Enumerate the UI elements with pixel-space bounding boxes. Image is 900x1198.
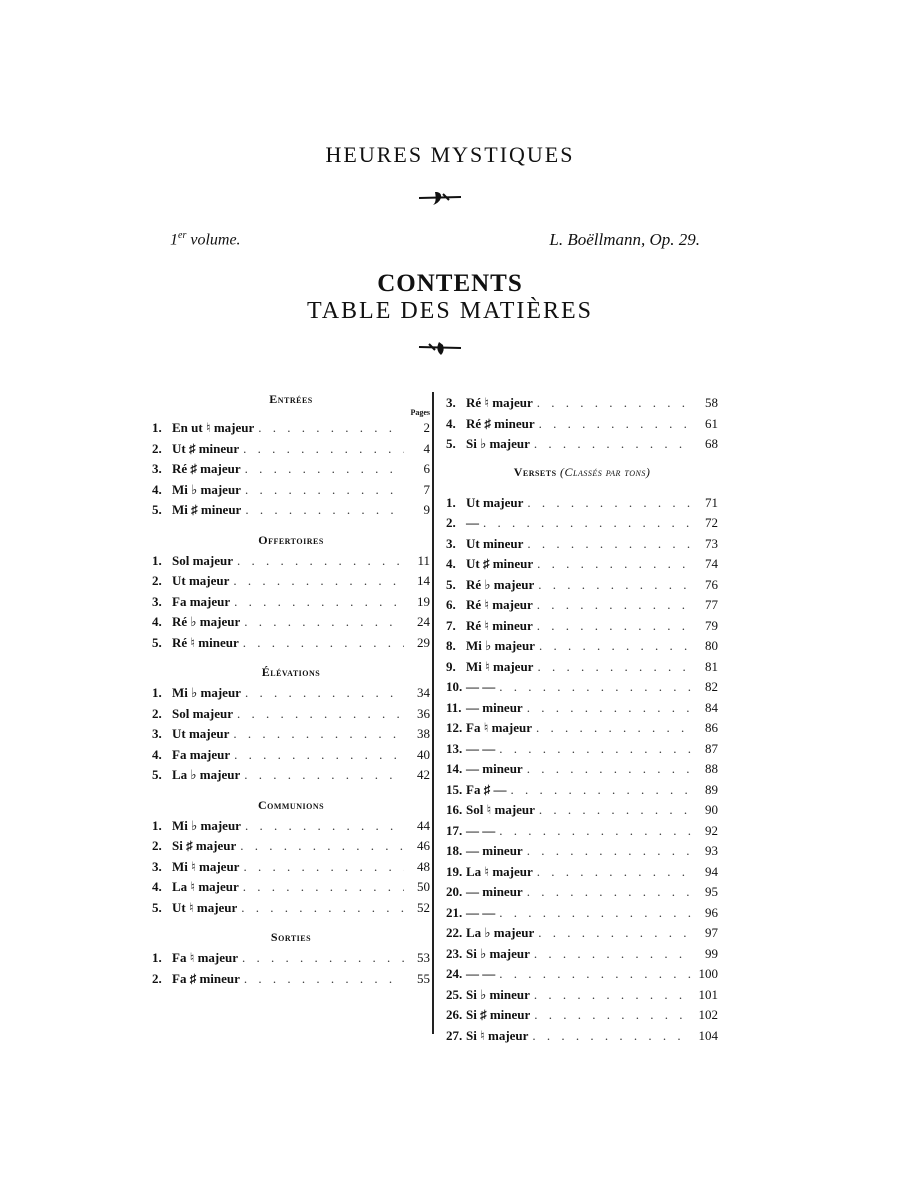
entry-number: 5. <box>152 899 162 915</box>
entry-number: 7. <box>446 617 456 633</box>
dot-leader <box>240 838 404 854</box>
entry-number: 1. <box>152 552 162 568</box>
contents-entry <box>446 659 718 680</box>
entry-page: 80 <box>705 638 718 653</box>
dot-leader <box>532 1028 692 1044</box>
entry-number: 4. <box>446 415 456 431</box>
entry-page: 104 <box>698 1027 718 1043</box>
dot-leader <box>233 726 404 742</box>
contents-entry <box>152 747 430 768</box>
dot-leader <box>537 618 692 634</box>
contents-entry <box>152 573 430 594</box>
dot-leader <box>499 966 692 982</box>
entry-title: Mi ♮ majeur <box>466 658 534 674</box>
entry-title: — mineur <box>466 884 523 899</box>
dot-leader <box>527 495 692 511</box>
entry-page: 11 <box>417 552 430 568</box>
dot-leader <box>499 741 692 757</box>
entry-title: Sol majeur <box>172 552 234 568</box>
entry-title: Si ♭ majeur <box>466 945 530 961</box>
entry-page: 79 <box>705 617 718 633</box>
entry-number: 4. <box>152 879 162 894</box>
dot-leader <box>527 884 692 900</box>
versets-title: Versets <box>513 464 557 479</box>
entry-number: 14. <box>446 761 463 776</box>
contents-heading-fr: TABLE DES MATIÈRES <box>306 298 594 324</box>
dot-leader <box>244 767 404 783</box>
dot-leader <box>241 900 404 916</box>
entry-page: 77 <box>705 597 718 612</box>
contents-entry <box>152 838 430 859</box>
entry-title: Sol ♮ majeur <box>466 802 535 817</box>
entry-title: Ré ♮ majeur <box>466 395 533 410</box>
dot-leader <box>534 1007 692 1023</box>
dot-leader <box>245 818 404 834</box>
entry-number: 6. <box>446 597 456 612</box>
entry-number: 15. <box>446 781 463 797</box>
dot-leader <box>537 864 692 880</box>
contents-entry <box>446 700 718 721</box>
entry-title: Ré ♭ majeur <box>466 576 535 592</box>
pages-column-header: Pages <box>410 408 430 417</box>
dot-leader <box>483 515 692 531</box>
entry-page: 48 <box>417 858 430 874</box>
entry-number: 18. <box>446 843 463 858</box>
entry-page: 86 <box>705 720 718 735</box>
contents-entry <box>446 823 718 844</box>
contents-entry <box>152 502 430 523</box>
entry-number: 2. <box>152 573 162 588</box>
contents-entry <box>446 395 718 416</box>
contents-entry <box>152 441 430 462</box>
entry-title: Ut mineur <box>466 535 524 551</box>
dot-leader <box>245 502 404 518</box>
entry-number: 3. <box>152 726 162 741</box>
dot-leader <box>537 395 692 411</box>
dot-leader <box>537 659 692 675</box>
entry-page: 61 <box>705 415 718 431</box>
entry-title: Sol majeur <box>172 705 234 721</box>
entry-title: Mi ♭ majeur <box>172 817 241 833</box>
dot-leader <box>233 573 404 589</box>
entry-page: 55 <box>417 970 430 986</box>
dot-leader <box>245 461 404 477</box>
dot-leader <box>537 556 692 572</box>
entry-page: 36 <box>417 705 430 721</box>
section-heading <box>446 465 718 495</box>
entry-title: Fa majeur <box>172 746 231 762</box>
entry-number: 1. <box>152 420 162 435</box>
entry-title: Mi ♯ mineur <box>172 502 242 517</box>
contents-entry <box>152 594 430 615</box>
entry-number: 3. <box>152 858 162 874</box>
entry-number: 4. <box>152 614 162 629</box>
contents-entry <box>152 635 430 656</box>
dot-leader <box>539 802 692 818</box>
dot-leader <box>243 859 404 875</box>
contents-entry <box>446 884 718 905</box>
entry-page: 89 <box>705 781 718 797</box>
dot-leader <box>534 436 692 452</box>
entry-page: 84 <box>705 699 718 715</box>
dot-leader <box>258 420 404 436</box>
entry-title: Fa ♯ — <box>466 781 507 797</box>
dot-leader <box>510 782 692 798</box>
dot-leader <box>538 577 692 593</box>
contents-entry <box>446 597 718 618</box>
contents-entry <box>152 614 430 635</box>
entry-number: 9. <box>446 658 456 674</box>
entry-number: 5. <box>152 767 162 782</box>
ornament-icon <box>415 338 465 358</box>
entry-title: Si ♯ majeur <box>172 838 237 853</box>
contents-entry <box>446 536 718 557</box>
entry-title: Ut ♯ mineur <box>466 556 534 571</box>
contents-entry <box>446 618 718 639</box>
entry-number: 4. <box>152 481 162 497</box>
entry-page: 82 <box>705 679 718 694</box>
contents-entry <box>446 946 718 967</box>
entry-number: 4. <box>446 556 456 571</box>
entry-title: — — <box>466 966 496 981</box>
dot-leader <box>244 614 404 630</box>
contents-entry <box>152 685 430 706</box>
contents-entry <box>446 987 718 1008</box>
contents-entry <box>446 436 718 457</box>
dot-leader <box>499 823 692 839</box>
entry-page: 38 <box>417 726 430 741</box>
entry-page: 4 <box>423 440 430 456</box>
contents-entry <box>446 1028 718 1049</box>
contents-entry <box>446 782 718 803</box>
section-heading: Sorties <box>270 930 312 944</box>
entry-page: 72 <box>705 515 718 530</box>
contents-entry <box>446 577 718 598</box>
composer-opus: L. Boëllmann, Op. 29. <box>549 230 700 249</box>
dot-leader <box>243 635 404 651</box>
entry-title: — <box>466 515 479 530</box>
entry-title: La ♮ majeur <box>466 863 533 879</box>
right-column <box>446 395 718 1048</box>
contents-entry <box>446 741 718 762</box>
entry-page: 46 <box>417 838 430 853</box>
entry-page: 81 <box>705 658 718 674</box>
entry-title: — — <box>466 679 496 694</box>
entry-page: 94 <box>705 863 718 879</box>
contents-entry <box>446 925 718 946</box>
entry-number: 2. <box>152 838 162 853</box>
entry-page: 9 <box>423 502 430 517</box>
entry-number: 8. <box>446 638 456 653</box>
entry-title: — — <box>466 822 496 838</box>
entry-number: 19. <box>446 863 463 879</box>
entry-number: 5. <box>446 436 456 451</box>
column-divider <box>432 392 434 1034</box>
entry-number: 4. <box>152 746 162 762</box>
contents-entry <box>152 818 430 839</box>
dot-leader <box>234 594 404 610</box>
contents-entry <box>152 859 430 880</box>
entry-page: 92 <box>705 822 718 838</box>
volume-label: 1er volume. <box>170 230 241 249</box>
entry-number: 3. <box>152 593 162 609</box>
entry-page: 87 <box>705 740 718 756</box>
entry-number: 22. <box>446 925 463 940</box>
entry-title: Ut majeur <box>466 494 524 510</box>
dot-leader <box>242 950 404 966</box>
entry-title: Ut majeur <box>172 726 230 741</box>
contents-entry <box>446 761 718 782</box>
contents-entry <box>446 720 718 741</box>
entry-page: 2 <box>423 420 430 435</box>
entry-page: 101 <box>698 986 718 1002</box>
section-heading: Entrées <box>269 392 313 406</box>
contents-entry <box>446 495 718 516</box>
entry-number: 2. <box>152 705 162 721</box>
contents-entry <box>152 900 430 921</box>
dot-leader <box>499 905 692 921</box>
entry-page: 95 <box>705 884 718 899</box>
entry-page: 58 <box>705 395 718 410</box>
entry-page: 24 <box>417 614 430 629</box>
entry-page: 97 <box>705 925 718 940</box>
entry-title: Si ♯ mineur <box>466 1007 531 1022</box>
versets-subtitle: (Classés par tons) <box>560 464 651 479</box>
entry-title: Mi ♮ majeur <box>172 858 240 874</box>
contents-entry <box>446 638 718 659</box>
dot-leader <box>245 482 404 498</box>
contents-entry <box>152 553 430 574</box>
entry-page: 50 <box>417 879 430 894</box>
entry-number: 12. <box>446 720 463 735</box>
dot-leader <box>527 761 692 777</box>
entry-title: Mi ♭ majeur <box>466 638 535 653</box>
entry-number: 2. <box>152 440 162 456</box>
dot-leader <box>527 843 692 859</box>
entry-title: Mi ♭ majeur <box>172 481 241 497</box>
entry-title: Si ♭ majeur <box>466 436 530 451</box>
entry-number: 13. <box>446 740 463 756</box>
entry-title: — — <box>466 740 496 756</box>
entry-number: 1. <box>152 685 162 700</box>
entry-number: 27. <box>446 1027 463 1043</box>
entry-number: 2. <box>152 970 162 986</box>
entry-number: 11. <box>446 699 462 715</box>
entry-number: 5. <box>152 634 162 650</box>
entry-title: Ut ♯ mineur <box>172 440 240 456</box>
dot-leader <box>534 987 692 1003</box>
entry-number: 26. <box>446 1007 463 1022</box>
entry-number: 3. <box>446 535 456 551</box>
page-title: HEURES MYSTIQUES <box>325 142 575 167</box>
entry-title: La ♮ majeur <box>172 879 239 894</box>
section-heading: Communions <box>257 797 325 812</box>
contents-entry <box>446 556 718 577</box>
entry-title: — — <box>466 904 496 920</box>
entry-title: Ré ♮ mineur <box>172 634 239 650</box>
entry-page: 76 <box>705 576 718 592</box>
entry-page: 88 <box>705 761 718 776</box>
entry-number: 2. <box>446 515 456 530</box>
dot-leader <box>539 638 692 654</box>
entry-page: 73 <box>705 535 718 551</box>
entry-number: 25. <box>446 986 463 1002</box>
entry-number: 3. <box>446 395 456 410</box>
dot-leader <box>537 597 692 613</box>
entry-title: En ut ♮ majeur <box>172 420 255 435</box>
entry-page: 40 <box>417 746 430 762</box>
dot-leader <box>539 416 692 432</box>
contents-entry <box>152 420 430 441</box>
entry-page: 74 <box>705 556 718 571</box>
section-heading: Offertoires <box>258 532 324 547</box>
entry-title: Mi ♭ majeur <box>172 685 241 700</box>
entry-title: Si ♭ mineur <box>466 986 530 1002</box>
entry-title: Ré ♯ majeur <box>172 461 241 476</box>
dot-leader <box>245 685 404 701</box>
entry-number: 21. <box>446 904 463 920</box>
dot-leader <box>527 536 692 552</box>
entry-number: 16. <box>446 802 463 817</box>
entry-title: Si ♮ majeur <box>466 1027 529 1043</box>
dot-leader <box>536 720 692 736</box>
entry-number: 24. <box>446 966 463 981</box>
entry-title: — mineur <box>466 699 523 715</box>
left-column <box>152 392 430 991</box>
entry-page: 90 <box>705 802 718 817</box>
entry-title: La ♭ majeur <box>172 767 241 782</box>
contents-entry <box>152 879 430 900</box>
contents-entry <box>152 950 430 971</box>
entry-number: 5. <box>446 576 456 592</box>
entry-title: Fa ♮ majeur <box>172 950 239 965</box>
entry-page: 6 <box>423 461 430 476</box>
entry-title: Ut ♮ majeur <box>172 899 238 915</box>
contents-entry <box>446 1007 718 1028</box>
entry-page: 102 <box>698 1007 718 1022</box>
entry-number: 5. <box>152 502 162 517</box>
entry-page: 68 <box>705 436 718 451</box>
dot-leader <box>534 946 692 962</box>
contents-entry <box>446 802 718 823</box>
dot-leader <box>527 700 692 716</box>
contents-entry <box>446 864 718 885</box>
entry-title: Ré ♮ mineur <box>466 617 533 633</box>
entry-page: 53 <box>417 950 430 965</box>
entry-number: 1. <box>152 950 162 965</box>
entry-number: 20. <box>446 884 463 899</box>
entry-number: 1. <box>152 817 162 833</box>
entry-title: Ré ♯ mineur <box>466 415 535 431</box>
ornament-icon <box>415 188 465 208</box>
entry-title: Ut majeur <box>172 573 230 588</box>
entry-title: — mineur <box>466 843 523 858</box>
dot-leader <box>538 925 692 941</box>
entry-number: 3. <box>152 461 162 476</box>
dot-leader <box>244 971 404 987</box>
contents-entry <box>152 482 430 503</box>
entry-page: 93 <box>705 843 718 858</box>
section-heading: Élévations <box>261 665 321 679</box>
entry-title: — mineur <box>466 761 523 776</box>
dot-leader <box>243 879 404 895</box>
contents-entry <box>446 966 718 987</box>
dot-leader <box>499 679 692 695</box>
entry-title: Fa ♯ mineur <box>172 970 240 986</box>
entry-page: 96 <box>705 904 718 920</box>
entry-page: 29 <box>417 634 430 650</box>
contents-entry <box>446 515 718 536</box>
entry-page: 7 <box>423 481 430 497</box>
contents-entry <box>446 905 718 926</box>
entry-page: 42 <box>417 767 430 782</box>
dot-leader <box>237 553 404 569</box>
dot-leader <box>243 441 404 457</box>
entry-page: 52 <box>417 899 430 915</box>
entry-page: 34 <box>417 685 430 700</box>
contents-entry <box>152 706 430 727</box>
entry-page: 100 <box>698 966 718 981</box>
contents-entry <box>446 679 718 700</box>
entry-title: Ré ♮ majeur <box>466 597 533 612</box>
entry-title: Fa ♮ majeur <box>466 720 533 735</box>
entry-number: 23. <box>446 945 463 961</box>
entry-page: 99 <box>705 945 718 961</box>
contents-entry <box>152 971 430 992</box>
entry-page: 19 <box>417 593 430 609</box>
dot-leader <box>237 706 404 722</box>
entry-number: 10. <box>446 679 463 694</box>
entry-page: 44 <box>417 817 430 833</box>
entry-title: La ♭ majeur <box>466 925 535 940</box>
entry-number: 1. <box>446 494 456 510</box>
dot-leader <box>234 747 404 763</box>
contents-entry <box>152 767 430 788</box>
contents-heading: CONTENTS <box>377 270 523 297</box>
contents-entry <box>152 461 430 482</box>
contents-entry <box>446 843 718 864</box>
entry-page: 14 <box>417 573 430 588</box>
entry-number: 17. <box>446 822 463 838</box>
contents-entry <box>446 416 718 437</box>
entry-page: 71 <box>705 494 718 510</box>
entry-title: Fa majeur <box>172 593 231 609</box>
entry-title: Ré ♭ majeur <box>172 614 241 629</box>
contents-entry <box>152 726 430 747</box>
